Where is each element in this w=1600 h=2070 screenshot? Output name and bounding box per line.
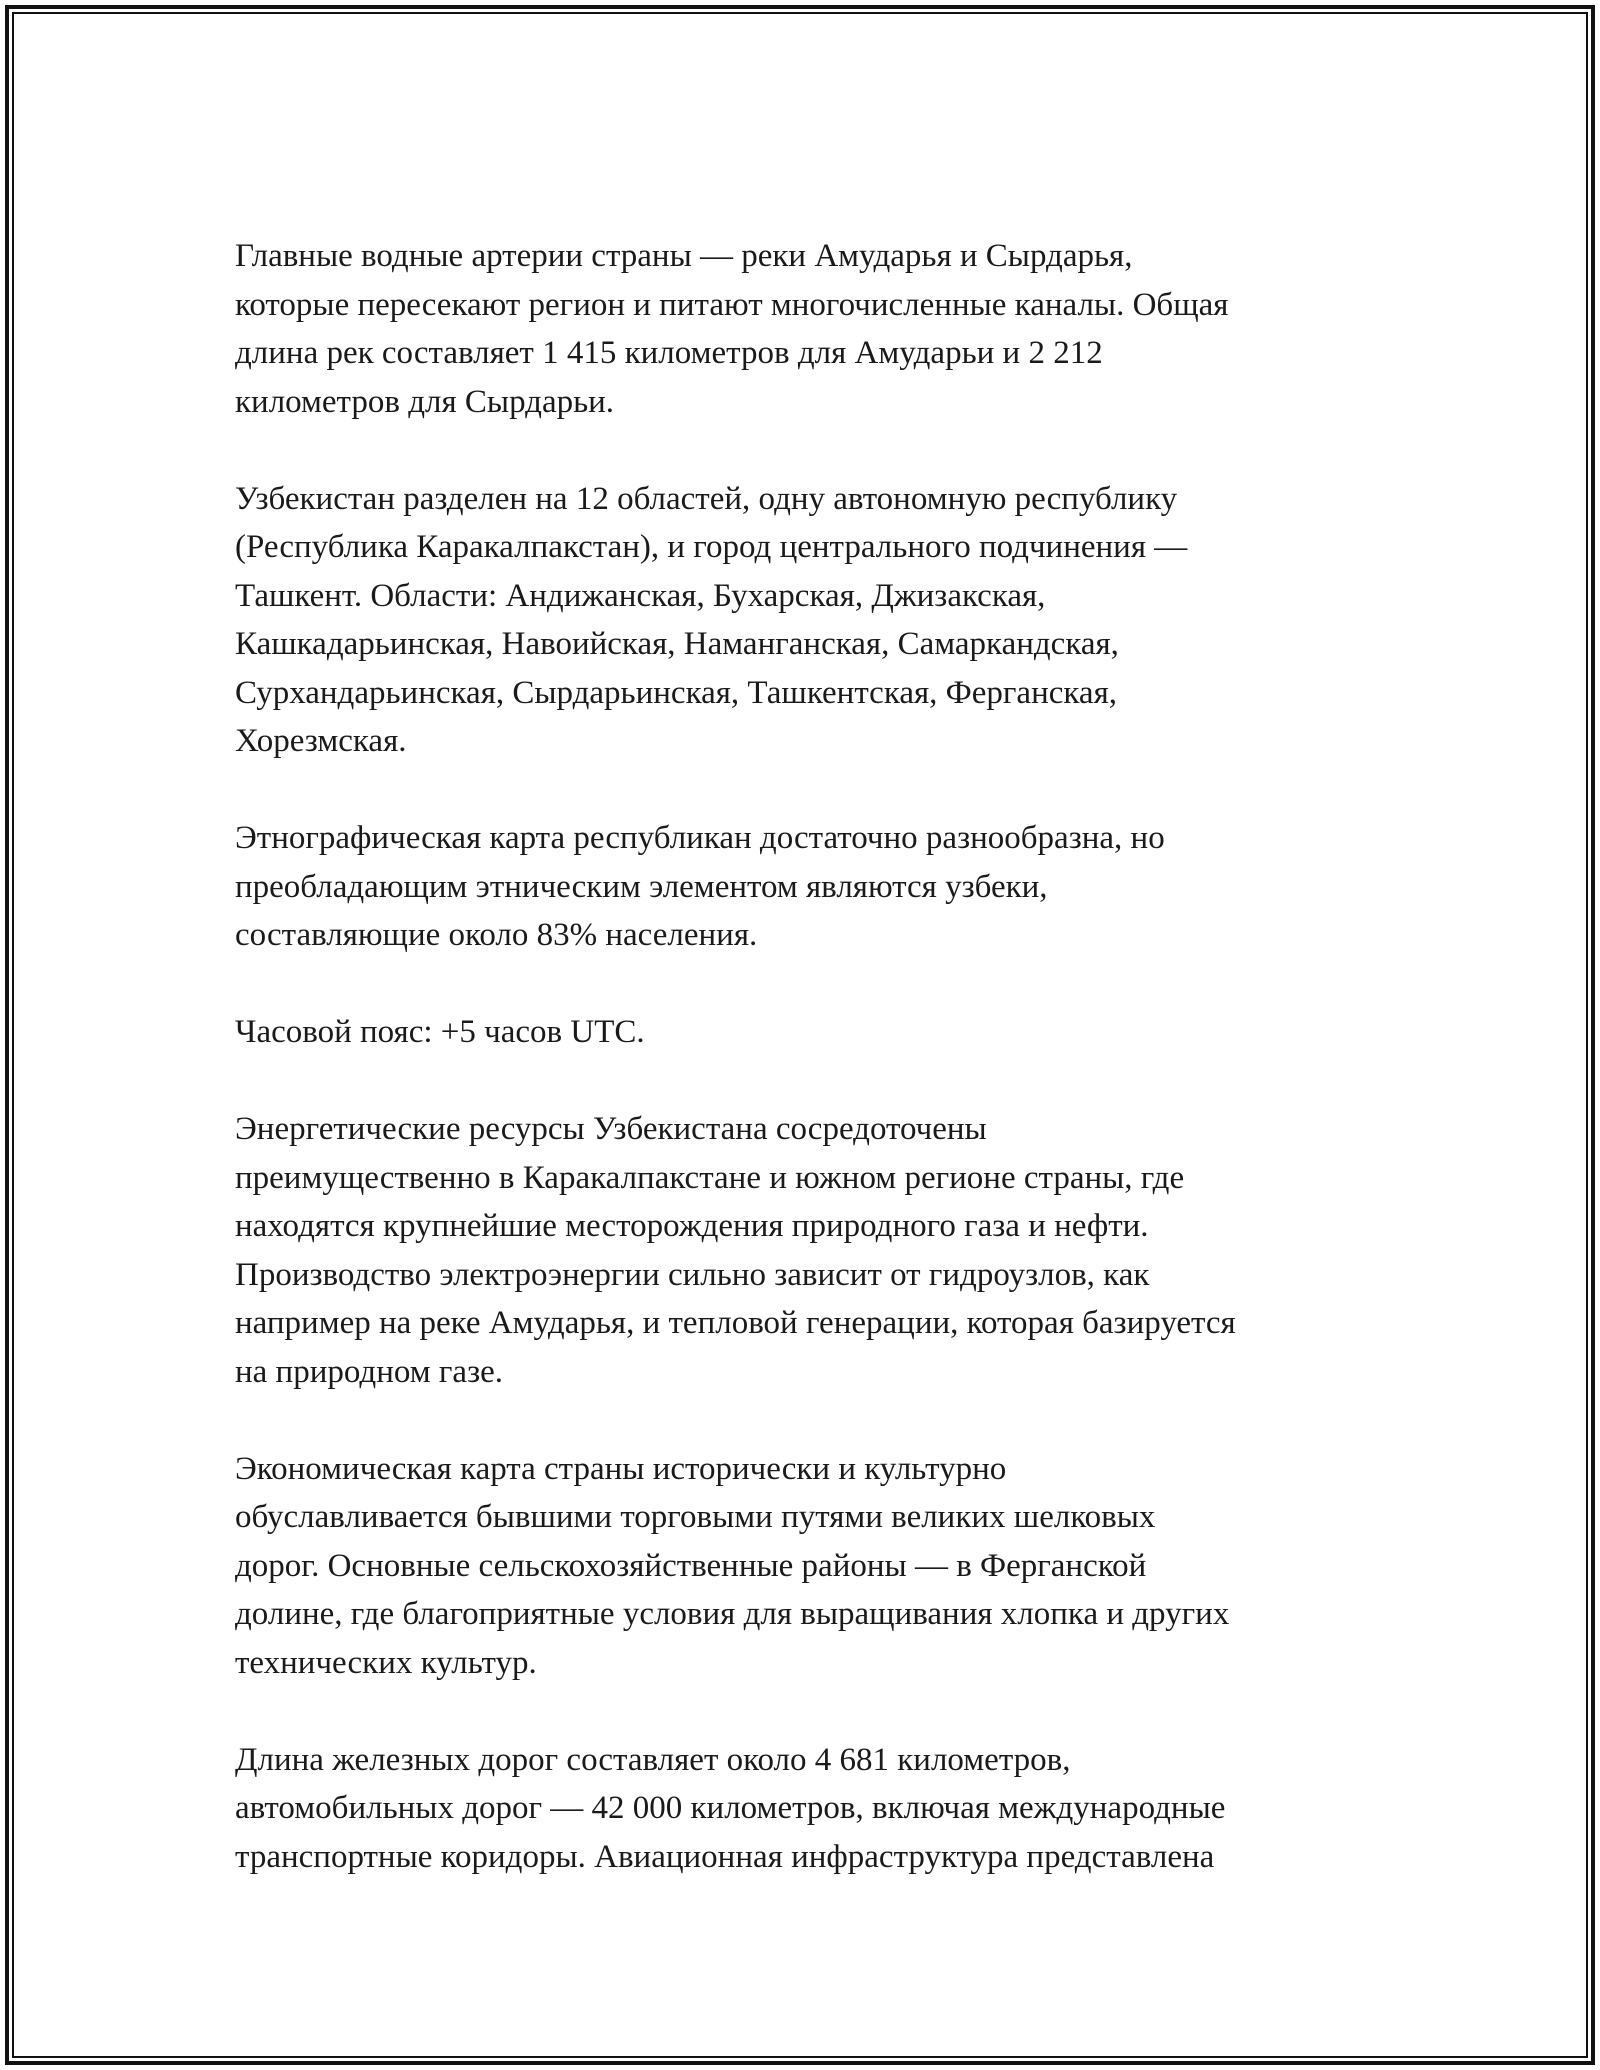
paragraph-ethnography: Этнографическая карта республикан достаточно разнообразна, но преобладающим этническим элементом являются узбеки, составляющие около 83% населения. [235, 820, 1165, 953]
paragraph-economy: Экономическая карта страны исторически и культурно обуславливается бывшими торговыми путями великих шелковых дорог. Основные сельскохозяйственные районы — в Ферганской долине, где благоприятные условия для выращивания хлопка и других технических культур. [235, 1450, 1230, 1681]
paragraph-transport: Длина железных дорог составляет около 4 681 километров, автомобильных дорог — 42 000 километров, включая международные транспортные коридоры. Авиационная инфраструктура представлена [235, 1741, 1226, 1875]
paragraph-energy-resources: Энергетические ресурсы Узбекистана сосредоточены преимущественно в Каракалпакстане и южном регионе страны, где находятся крупнейшие месторождения природного газа и нефти. Производство электроэнергии сильно зависит от гидроузлов, как например на реке Амударья, и тепловой генерации, которая базируется на природном газе. [235, 1111, 1236, 1390]
paragraph-time-zone: Часовой пояс: +5 часов UTC. [235, 1014, 645, 1050]
paragraph-rivers: Главные водные артерии страны — реки Амударья и Сырдарья, которые пересекают регион и питают многочисленные каналы. Общая длина рек составляет 1 415 километров для Амударьи и 2 212 километров для Сырдарьи. [235, 238, 1229, 420]
paragraph-administrative-division: Узбекистан разделен на 12 областей, одну автономную республику (Республика Каракалпакстан), и город центрального подчинения — Ташкент. Области: Андижанская, Бухарская, Джизакская, Кашкадарьинская, Навоийская, Наманганская, Самаркандская, Сурхандарьинская, Сырдарьинская, Ташкентская, Ферганская, Хорезмская. [235, 480, 1188, 759]
document-body [235, 232, 1370, 1881]
